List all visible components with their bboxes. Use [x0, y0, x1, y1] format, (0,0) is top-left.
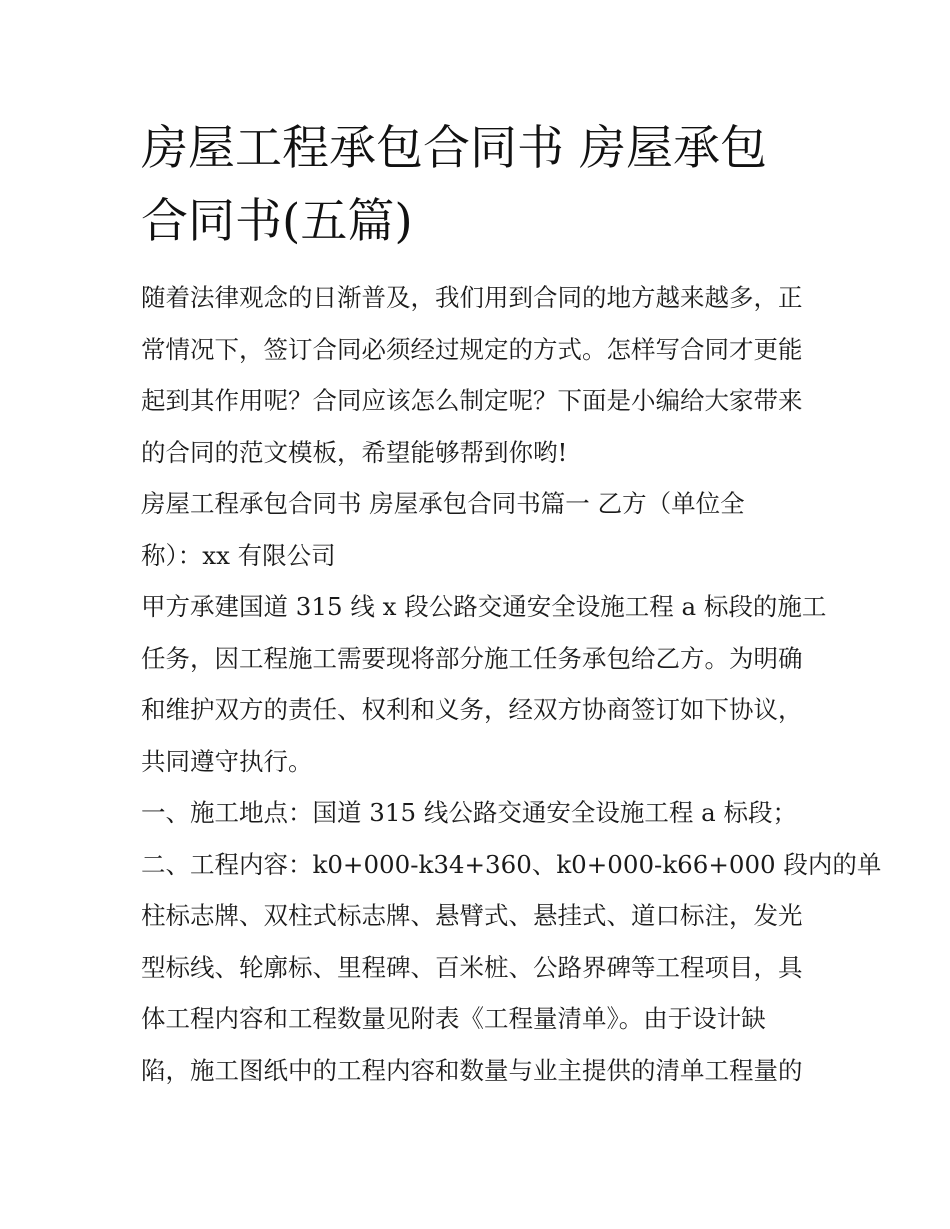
body-line-15: 体工程内容和工程数量见附表《工程量清单》。由于设计缺 [141, 1004, 766, 1033]
body-line-5: 房屋工程承包合同书 房屋承包合同书篇一 乙方（单位全 [141, 489, 745, 518]
title-line-1: 房屋工程承包合同书 房屋承包 [141, 121, 767, 176]
body-line-1: 随着法律观念的日渐普及，我们用到合同的地方越来越多，正 [141, 283, 803, 312]
body-line-13: 柱标志牌、双柱式标志牌、悬臂式、悬挂式、道口标注，发光 [141, 901, 803, 930]
body-line-6: 称）：xx 有限公司 [141, 540, 336, 570]
body-line-2: 常情况下，签订合同必须经过规定的方式。怎样写合同才更能 [141, 334, 803, 364]
body-line-7: 甲方承建国道 315 线 x 段公路交通安全设施工程 a 标段的施工 [141, 592, 827, 621]
document-body [141, 272, 882, 1096]
body-line-14: 型标线、轮廓标、里程碑、百米桩、公路界碑等工程项目，具 [141, 952, 803, 982]
body-line-12: 二、工程内容：k0+000-k34+360、k0+000-k66+000 段内的单 [141, 849, 882, 879]
body-line-4: 的合同的范文模板，希望能够帮到你哟! [141, 437, 568, 467]
body-line-8: 任务，因工程施工需要现将部分施工任务承包给乙方。为明确 [141, 643, 803, 673]
body-line-3: 起到其作用呢？合同应该怎么制定呢？下面是小编给大家带来 [141, 386, 803, 415]
body-line-10: 共同遵守执行。 [141, 746, 313, 776]
body-line-11: 一、施工地点：国道 315 线公路交通安全设施工程 a 标段； [141, 798, 798, 827]
body-line-16: 陷，施工图纸中的工程内容和数量与业主提供的清单工程量的 [141, 1055, 803, 1085]
document-content [141, 112, 882, 1096]
title-line-2: 合同书(五篇) [141, 194, 413, 249]
body-line-9: 和维护双方的责任、权利和义务，经双方协商签订如下协议， [141, 695, 803, 724]
document-title [141, 112, 821, 258]
